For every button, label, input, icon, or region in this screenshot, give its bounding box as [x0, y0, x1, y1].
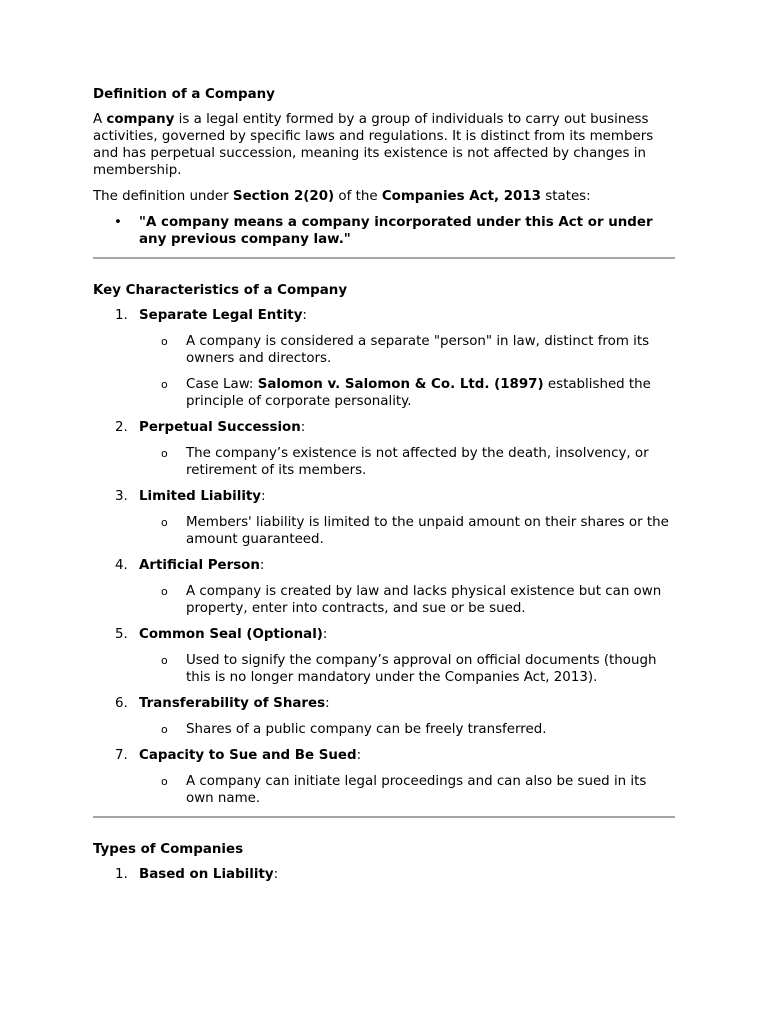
circle-bullet-icon: o: [161, 378, 168, 391]
sub-text: A company is created by law and lacks physical existence but can own property, enter into contracts, and sue or be sued.: [186, 584, 662, 616]
item-number: 4.: [115, 558, 128, 573]
sub-list: [139, 773, 675, 807]
definition-paragraph: [93, 111, 675, 179]
sub-item: [139, 445, 675, 479]
sub-list: [139, 514, 675, 548]
sub-item: [139, 333, 675, 367]
bold-act: Companies Act, 2013: [381, 189, 541, 204]
colon: :: [356, 748, 362, 763]
document-page: [93, 86, 675, 892]
sub-item: [139, 514, 675, 548]
text-run: states:: [541, 189, 591, 204]
sub-text: Shares of a public company can be freely transferred.: [186, 722, 547, 737]
item-title: Limited Liability: [139, 489, 262, 504]
text-run: A: [93, 112, 107, 127]
list-item: [93, 695, 675, 738]
sub-item: [139, 773, 675, 807]
item-number: 3.: [115, 489, 128, 504]
characteristics-heading: Key Characteristics of a Company: [93, 283, 348, 298]
circle-bullet-icon: o: [161, 447, 168, 460]
colon: :: [273, 867, 279, 882]
colon: :: [302, 308, 307, 323]
sub-text: A company can initiate legal proceedings and can also be sued in its own name.: [186, 774, 647, 806]
text-run: The definition under: [93, 189, 233, 204]
sub-item: [139, 376, 675, 410]
colon: :: [261, 489, 266, 504]
case-law-name: Salomon v. Salomon & Co. Ltd. (1897): [257, 377, 544, 392]
circle-bullet-icon: o: [161, 723, 168, 736]
circle-bullet-icon: o: [161, 335, 168, 348]
list-item: [93, 557, 675, 617]
colon: :: [259, 558, 265, 573]
section-reference-paragraph: [93, 188, 675, 205]
colon: :: [300, 420, 306, 435]
sub-item: [139, 652, 675, 686]
circle-bullet-icon: o: [161, 585, 168, 598]
colon: :: [322, 627, 328, 642]
sub-list: [139, 721, 675, 738]
bold-term: company: [106, 112, 175, 127]
types-list: [93, 866, 675, 883]
text-run: established the principle of corporate personality.: [186, 377, 651, 409]
sub-text: The company’s existence is not affected by the death, insolvency, or retirement of its members.: [186, 446, 649, 478]
sub-list: [139, 445, 675, 479]
characteristics-list: [93, 307, 675, 807]
item-title: Capacity to Sue and Be Sued: [139, 748, 357, 763]
sub-item: [139, 721, 675, 738]
types-section: [93, 841, 675, 883]
circle-bullet-icon: o: [161, 654, 168, 667]
item-number: 7.: [115, 748, 128, 763]
quote-item: [93, 214, 675, 248]
item-number: 5.: [115, 627, 128, 642]
characteristics-section: [93, 282, 675, 807]
sub-item: [139, 583, 675, 617]
item-number: 6.: [115, 696, 128, 711]
quote-list: [93, 214, 675, 248]
list-item: [93, 747, 675, 807]
types-heading: Types of Companies: [93, 842, 244, 857]
item-title: Separate Legal Entity: [139, 308, 303, 323]
list-item: [93, 307, 675, 410]
item-title: Perpetual Succession: [139, 420, 301, 435]
sub-text: Used to signify the company’s approval on official documents (though this is no longer mandatory under the Companies Act, 2013).: [186, 653, 657, 685]
horizontal-divider: [93, 816, 675, 818]
sub-list: [139, 333, 675, 410]
list-item: [93, 866, 675, 883]
sub-text: A company is considered a separate "person" in law, distinct from its owners and directors.: [186, 334, 650, 366]
text-run: is a legal entity formed by a group of individuals to carry out business activities, governed by specific laws and regulations. It is distinct from its members and has perpetual succession, meaning its existence is not affected by changes in membership.: [93, 112, 654, 178]
list-item: [93, 419, 675, 479]
text-run: of the: [334, 189, 382, 204]
definition-heading: Definition of a Company: [93, 87, 275, 102]
horizontal-divider: [93, 257, 675, 259]
circle-bullet-icon: o: [161, 775, 168, 788]
item-number: 1.: [115, 308, 128, 323]
item-title: Transferability of Shares: [139, 696, 326, 711]
sub-list: [139, 583, 675, 617]
text-run: Case Law:: [186, 377, 258, 392]
item-title: Artificial Person: [139, 558, 260, 573]
sub-text: Members' liability is limited to the unpaid amount on their shares or the amount guaranteed.: [186, 515, 669, 547]
bold-section: Section 2(20): [232, 189, 335, 204]
item-title: Common Seal (Optional): [139, 627, 323, 642]
list-item: [93, 488, 675, 548]
colon: :: [325, 696, 330, 711]
circle-bullet-icon: o: [161, 516, 168, 529]
bullet-icon: •: [114, 215, 122, 230]
quote-text: "A company means a company incorporated under this Act or under any previous company law.": [139, 215, 653, 247]
item-title: Based on Liability: [139, 867, 274, 882]
item-number: 2.: [115, 420, 128, 435]
list-item: [93, 626, 675, 686]
item-number: 1.: [115, 867, 128, 882]
sub-list: [139, 652, 675, 686]
